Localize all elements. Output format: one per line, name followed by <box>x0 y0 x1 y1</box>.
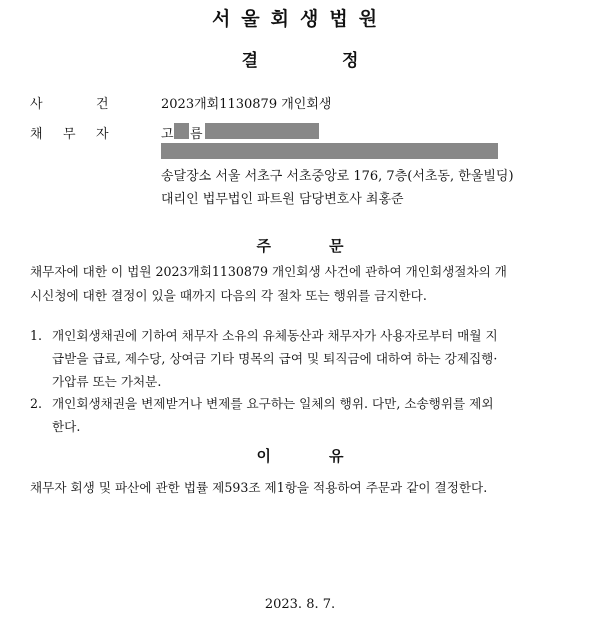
debtor-name-last: 름 <box>190 127 203 142</box>
case-label-char-2: 건 <box>96 97 109 112</box>
reason-heading <box>0 445 600 466</box>
case-label-char-1: 사 <box>30 97 43 112</box>
order-item-1-line-1: 개인회생채권에 기하여 채무자 소유의 유체동산과 채무자가 사용자로부터 매월 지 <box>52 328 498 343</box>
order-intro-line-2: 시신청에 대한 결정이 있을 때까지 다음의 각 절차 또는 행위를 금지한다. <box>30 288 427 303</box>
order-intro-line-1: 채무자에 대한 이 법원 2023개회1130879 개인회생 사건에 관하여 개인회생절차의 개 <box>30 264 507 279</box>
redaction-identifier <box>205 123 319 139</box>
order-heading <box>0 235 600 256</box>
order-item-2-line-1: 개인회생채권을 변제받거나 변제를 요구하는 일체의 행위. 다만, 소송행위를 제외 <box>52 396 494 411</box>
debtor-label-char-3: 자 <box>96 127 109 142</box>
reason-heading-char-1: 이 <box>256 447 271 465</box>
order-item-1-number: 1. <box>30 328 43 343</box>
court-name: 서울회생법원 <box>211 8 389 30</box>
reason-heading-char-2: 유 <box>329 447 344 465</box>
order-item-2-line-2: 한다. <box>52 419 81 434</box>
order-item-1-line-2: 급받을 급료, 제수당, 상여금 기타 명목의 급여 및 퇴직금에 대하여 하는 강제집행· <box>52 351 498 366</box>
legal-representative: 대리인 법무법인 파트원 담당변호사 최홍준 <box>161 192 404 207</box>
debtor-label-char-1: 채 <box>30 127 43 142</box>
case-number: 2023개회1130879 개인회생 <box>161 97 332 112</box>
redaction-address <box>161 143 498 159</box>
redaction-name-middle <box>174 123 189 139</box>
document-title-char-2: 정 <box>342 51 359 71</box>
reason-text: 채무자 회생 및 파산에 관한 법률 제593조 제1항을 적용하여 주문과 같이 결정한다. <box>30 480 488 495</box>
order-item-1-line-3: 가압류 또는 가처분. <box>52 374 162 389</box>
order-item-2-number: 2. <box>30 396 43 411</box>
service-address: 송달장소 서울 서초구 서초중앙로 176, 7층(서초동, 한울빌딩) <box>161 169 514 184</box>
order-heading-char-1: 주 <box>256 237 271 255</box>
order-heading-char-2: 문 <box>329 237 344 255</box>
document-title-char-1: 결 <box>241 51 258 71</box>
debtor-name-first: 고 <box>161 127 174 142</box>
decision-date: 2023. 8. 7. <box>264 597 336 612</box>
debtor-label-char-2: 무 <box>63 127 76 142</box>
document-title <box>0 46 600 71</box>
